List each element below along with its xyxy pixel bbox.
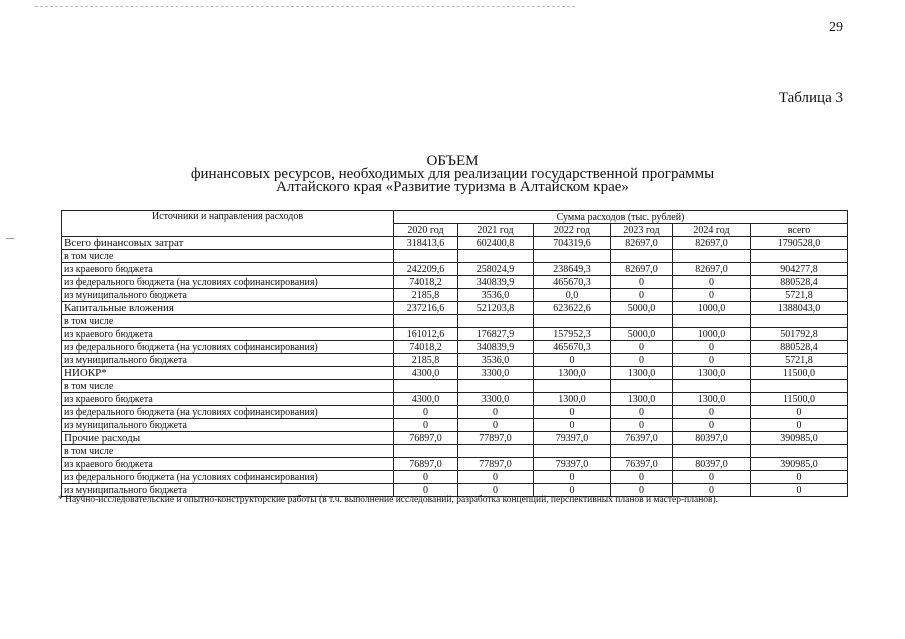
table-cell: 0 — [751, 419, 848, 432]
table-cell: 0 — [611, 276, 673, 289]
document-heading — [0, 155, 905, 194]
table-cell: 3300,0 — [458, 393, 534, 406]
row-label: из федерального бюджета (на условиях софинансирования) — [62, 341, 394, 354]
table-cell: 5000,0 — [611, 302, 673, 315]
table-cell: 79397,0 — [534, 458, 611, 471]
table-cell: 2185,8 — [394, 289, 458, 302]
year-header: 2021 год — [458, 224, 534, 237]
table-body — [62, 237, 848, 497]
table-cell: 3300,0 — [458, 367, 534, 380]
table-cell: 242209,6 — [394, 263, 458, 276]
table-cell: 4300,0 — [394, 393, 458, 406]
table-cell: 0 — [611, 419, 673, 432]
table-cell: 0 — [673, 406, 751, 419]
row-label: из федерального бюджета (на условиях софинансирования) — [62, 276, 394, 289]
table-cell: 0 — [534, 354, 611, 367]
table-cell: 76397,0 — [611, 458, 673, 471]
row-label: Прочие расходы — [62, 432, 394, 445]
year-header: 2023 год — [611, 224, 673, 237]
row-label: в том числе — [62, 380, 394, 393]
table-cell — [611, 250, 673, 263]
table-cell — [534, 250, 611, 263]
row-label: в том числе — [62, 250, 394, 263]
table-cell — [534, 445, 611, 458]
table-cell: 80397,0 — [673, 458, 751, 471]
table-cell: 501792,8 — [751, 328, 848, 341]
table-cell: 5000,0 — [611, 328, 673, 341]
table-cell: 0 — [534, 471, 611, 484]
table-cell: 0 — [534, 484, 611, 497]
table-label: Таблица 3 — [778, 90, 843, 106]
table-row — [62, 367, 848, 380]
table-cell — [394, 250, 458, 263]
table-cell: 521203,8 — [458, 302, 534, 315]
year-header: всего — [751, 224, 848, 237]
table-cell: 1300,0 — [611, 393, 673, 406]
page-number: 29 — [829, 20, 843, 35]
heading-line-2: финансовых ресурсов, необходимых для реализации государственной программы — [190, 166, 715, 182]
table-row — [62, 406, 848, 419]
row-label: из муниципального бюджета — [62, 419, 394, 432]
table-row — [62, 263, 848, 276]
table-cell: 0 — [673, 419, 751, 432]
table-row — [62, 445, 848, 458]
table-row — [62, 432, 848, 445]
table-cell — [394, 445, 458, 458]
table-row — [62, 250, 848, 263]
table-cell — [394, 315, 458, 328]
table-cell: 0 — [673, 354, 751, 367]
table-cell: 176827,9 — [458, 328, 534, 341]
table-cell: 1300,0 — [611, 367, 673, 380]
table-cell: 11500,0 — [751, 393, 848, 406]
table-row — [62, 393, 848, 406]
table-cell: 1300,0 — [673, 393, 751, 406]
table-cell: 0 — [751, 471, 848, 484]
table-cell: 0 — [673, 276, 751, 289]
table-cell: 880528,4 — [751, 341, 848, 354]
table-row — [62, 380, 848, 393]
table-cell: 0 — [673, 289, 751, 302]
table-row — [62, 471, 848, 484]
table-cell: 74018,2 — [394, 276, 458, 289]
table-cell: 4300,0 — [394, 367, 458, 380]
table-cell: 157952,3 — [534, 328, 611, 341]
table-cell: 82697,0 — [611, 263, 673, 276]
table-cell — [611, 315, 673, 328]
table-cell — [673, 250, 751, 263]
table-cell — [394, 380, 458, 393]
header-row — [62, 211, 848, 224]
year-header: 2020 год — [394, 224, 458, 237]
table-cell: 0 — [673, 341, 751, 354]
margin-mark — [6, 238, 14, 239]
table-cell: 80397,0 — [673, 432, 751, 445]
table-cell: 1790528,0 — [751, 237, 848, 250]
table-cell: 1000,0 — [673, 328, 751, 341]
table-cell: 318413,6 — [394, 237, 458, 250]
table-cell — [751, 250, 848, 263]
row-label: Всего финансовых затрат — [62, 237, 394, 250]
table-cell: 77897,0 — [458, 458, 534, 471]
row-label: из федерального бюджета (на условиях софинансирования) — [62, 406, 394, 419]
table-cell: 0 — [611, 341, 673, 354]
table-cell — [458, 250, 534, 263]
table-cell: 161012,6 — [394, 328, 458, 341]
table-cell: 0 — [458, 471, 534, 484]
table-cell: 0 — [534, 406, 611, 419]
table-cell: 79397,0 — [534, 432, 611, 445]
table-cell: 340839,9 — [458, 276, 534, 289]
table-cell: 0,0 — [534, 289, 611, 302]
table-cell — [673, 315, 751, 328]
footnote: * Научно-исследовательские и опытно-конструкторские работы (в т.ч. выполнение исследований, разработка концепций, перспективных планов и мастер-планов). — [58, 495, 719, 505]
table-cell: 880528,4 — [751, 276, 848, 289]
table-row — [62, 354, 848, 367]
table-cell — [534, 380, 611, 393]
table-cell: 76897,0 — [394, 432, 458, 445]
table-cell — [534, 315, 611, 328]
table-cell: 340839,9 — [458, 341, 534, 354]
table-cell: 0 — [673, 471, 751, 484]
table-cell: 0 — [394, 419, 458, 432]
table-cell: 76897,0 — [394, 458, 458, 471]
table-cell: 3536,0 — [458, 289, 534, 302]
table-cell — [751, 445, 848, 458]
table-cell: 1300,0 — [673, 367, 751, 380]
row-label: в том числе — [62, 315, 394, 328]
table-cell: 0 — [394, 406, 458, 419]
table-cell — [611, 445, 673, 458]
table-cell: 1000,0 — [673, 302, 751, 315]
row-label: Капитальные вложения — [62, 302, 394, 315]
table-cell — [751, 315, 848, 328]
table-row — [62, 419, 848, 432]
table-cell — [458, 445, 534, 458]
table-cell: 1300,0 — [534, 393, 611, 406]
table-cell: 623622,6 — [534, 302, 611, 315]
table-cell — [611, 380, 673, 393]
row-label: НИОКР* — [62, 367, 394, 380]
table-cell — [458, 380, 534, 393]
table-cell: 2185,8 — [394, 354, 458, 367]
row-label: из муниципального бюджета — [62, 289, 394, 302]
table-cell: 0 — [534, 419, 611, 432]
table-cell: 0 — [458, 419, 534, 432]
table-cell: 904277,8 — [751, 263, 848, 276]
table-cell: 0 — [751, 484, 848, 497]
table-row — [62, 276, 848, 289]
table-cell: 237216,6 — [394, 302, 458, 315]
table-cell — [673, 445, 751, 458]
row-label: из муниципального бюджета — [62, 484, 394, 497]
table-row — [62, 289, 848, 302]
table-row — [62, 315, 848, 328]
expenses-table — [61, 210, 848, 497]
table-cell: 76397,0 — [611, 432, 673, 445]
table-cell: 0 — [394, 471, 458, 484]
table-cell — [458, 315, 534, 328]
row-label: из федерального бюджета (на условиях софинансирования) — [62, 471, 394, 484]
table-cell: 0 — [394, 484, 458, 497]
table-cell: 258024,9 — [458, 263, 534, 276]
table-cell: 602400,8 — [458, 237, 534, 250]
heading-line-3: Алтайского края «Развитие туризма в Алтайском крае» — [276, 179, 629, 195]
table-cell — [751, 380, 848, 393]
top-scan-line — [35, 6, 575, 7]
table-cell: 0 — [673, 484, 751, 497]
table-cell — [673, 380, 751, 393]
table-cell: 238649,3 — [534, 263, 611, 276]
table-cell: 0 — [458, 406, 534, 419]
table-cell: 5721,8 — [751, 289, 848, 302]
table-row — [62, 341, 848, 354]
table-cell: 465670,3 — [534, 276, 611, 289]
table-cell: 5721,8 — [751, 354, 848, 367]
row-label: в том числе — [62, 445, 394, 458]
table-cell: 465670,3 — [534, 341, 611, 354]
row-label: из краевого бюджета — [62, 393, 394, 406]
table-cell: 0 — [611, 484, 673, 497]
table-cell: 704319,6 — [534, 237, 611, 250]
table-row — [62, 458, 848, 471]
table-cell: 1388043,0 — [751, 302, 848, 315]
table-cell: 11500,0 — [751, 367, 848, 380]
year-header: 2022 год — [534, 224, 611, 237]
table-row — [62, 302, 848, 315]
table-row — [62, 237, 848, 250]
table-cell: 0 — [458, 484, 534, 497]
table-cell: 0 — [751, 406, 848, 419]
table-row — [62, 328, 848, 341]
row-label: из краевого бюджета — [62, 328, 394, 341]
table-cell: 1300,0 — [534, 367, 611, 380]
source-column-header: Источники и направления расходов — [62, 211, 394, 237]
amount-column-header: Сумма расходов (тыс. рублей) — [394, 211, 848, 224]
row-label: из краевого бюджета — [62, 458, 394, 471]
heading-line-1: ОБЪЕМ — [426, 153, 479, 169]
table-cell: 82697,0 — [673, 237, 751, 250]
table-cell: 390985,0 — [751, 458, 848, 471]
table-cell: 3536,0 — [458, 354, 534, 367]
table-cell: 0 — [611, 289, 673, 302]
table-cell: 0 — [611, 354, 673, 367]
year-header: 2024 год — [673, 224, 751, 237]
table-cell: 390985,0 — [751, 432, 848, 445]
table-cell: 74018,2 — [394, 341, 458, 354]
row-label: из муниципального бюджета — [62, 354, 394, 367]
table-cell: 77897,0 — [458, 432, 534, 445]
table-cell: 0 — [611, 471, 673, 484]
table-cell: 0 — [611, 406, 673, 419]
row-label: из краевого бюджета — [62, 263, 394, 276]
table-cell: 82697,0 — [611, 237, 673, 250]
table-cell: 82697,0 — [673, 263, 751, 276]
